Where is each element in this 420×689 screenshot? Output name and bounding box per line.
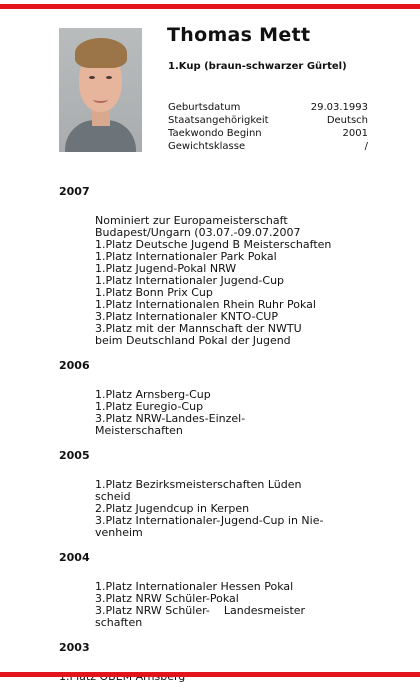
info-row [168, 101, 368, 114]
year-heading-2005: 2005 [59, 449, 90, 462]
list-item: 1.Platz Deutsche Jugend B Meisterschaften [95, 238, 332, 251]
info-label: Gewichtsklasse [168, 141, 246, 152]
year-heading-2006: 2006 [59, 359, 90, 372]
year-heading-2004: 2004 [59, 551, 90, 564]
info-label: Geburtsdatum [168, 102, 241, 113]
list-item: beim Deutschland Pokal der Jugend [95, 334, 291, 347]
list-item: 1.Platz Arnsberg-Cup [95, 388, 211, 401]
info-label: Taekwondo Beginn [168, 128, 262, 139]
year-heading-2003: 2003 [59, 641, 90, 654]
list-item: Budapest/Ungarn (03.07.-09.07.2007 [95, 226, 301, 239]
list-item: 3.Platz NRW Schüler-Pokal [95, 592, 239, 605]
list-item: schaften [95, 616, 143, 629]
list-item: 1.Platz Jugend-Pokal NRW [95, 262, 237, 275]
list-item: 3.Platz NRW Schüler- Landesmeister [95, 604, 306, 617]
athlete-name: Thomas Mett [167, 24, 311, 46]
info-row [168, 114, 368, 127]
list-item: 1.Platz Internationaler Hessen Pokal [95, 580, 294, 593]
list-item: 2.Platz Jugendcup in Kerpen [95, 502, 250, 515]
list-item: scheid [95, 490, 131, 503]
info-row [168, 127, 368, 140]
list-item: Nominiert zur Europameisterschaft [95, 214, 288, 227]
list-item: 3.Platz Internationaler-Jugend-Cup in Nie- [95, 514, 324, 527]
year-heading-2007: 2007 [59, 185, 90, 198]
list-item: Meisterschaften [95, 424, 183, 437]
top-accent-bar [0, 4, 420, 9]
list-item: 1.Platz Bezirksmeisterschaften Lüden [95, 478, 302, 491]
profile-info-table [168, 101, 368, 153]
info-value: 29.03.1993 [310, 102, 368, 113]
info-value: / [364, 141, 368, 152]
list-item: 3.Platz mit der Mannschaft der NWTU [95, 322, 302, 335]
entries-2006 [95, 389, 379, 437]
info-value: Deutsch [326, 115, 368, 126]
list-item: 3.Platz Internationaler KNTO-CUP [95, 310, 278, 323]
list-item: 1.Platz Internationalen Rhein Ruhr Pokal [95, 298, 316, 311]
entries-2004 [95, 581, 379, 629]
list-item: 1.Platz Bonn Prix Cup [95, 286, 213, 299]
list-item: venheim [95, 526, 143, 539]
info-row [168, 140, 368, 153]
list-item: 3.Platz NRW-Landes-Einzel- [95, 412, 246, 425]
entries-2005 [95, 479, 379, 539]
list-item: 1.Platz Euregio-Cup [95, 400, 204, 413]
belt-grade: 1.Kup (braun-schwarzer Gürtel) [168, 61, 347, 72]
info-value: 2001 [342, 128, 368, 139]
info-label: Staatsangehörigkeit [168, 115, 269, 126]
entries-2007 [95, 215, 379, 347]
profile-photo [59, 28, 142, 152]
list-item: 1.Platz Internationaler Park Pokal [95, 250, 277, 263]
achievements-list [59, 186, 379, 683]
list-item: 1.Platz Internationaler Jugend-Cup [95, 274, 285, 287]
bottom-accent-bar [0, 672, 420, 677]
